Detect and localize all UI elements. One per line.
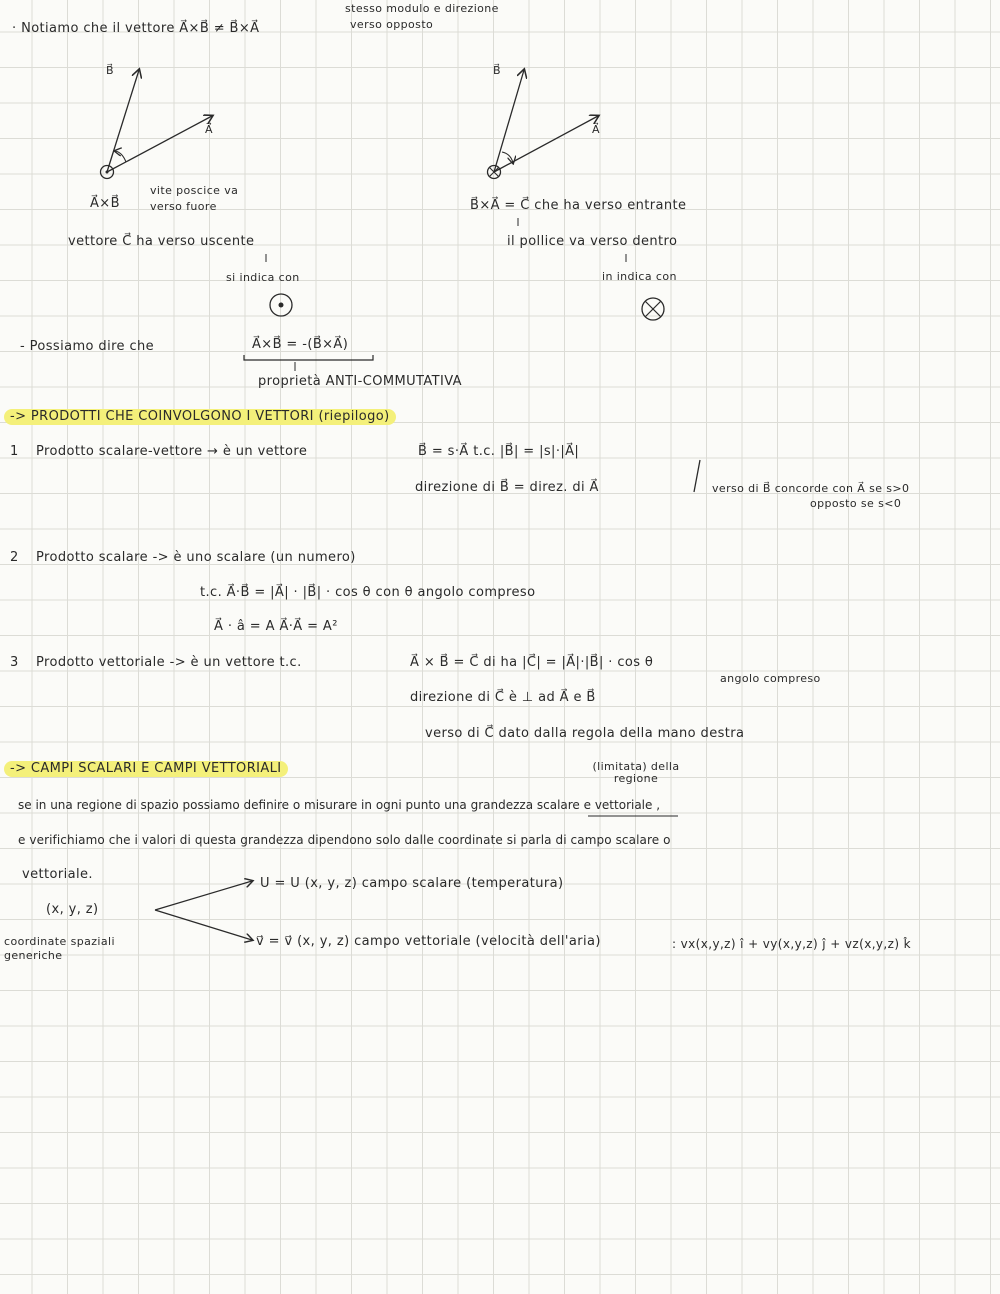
left-vector-a: [107, 116, 212, 172]
right-angle-arc: [502, 152, 513, 163]
right-label-a: A⃗: [592, 123, 600, 136]
item2-number: 2: [10, 550, 19, 565]
vector-field-components: : vx(x,y,z) î + vy(x,y,z) ĵ + vz(x,y,z) k̂: [672, 937, 911, 951]
field-branch-arrows: [155, 881, 252, 940]
intro-note-opposite: verso opposto: [350, 18, 434, 31]
item2-text: Prodotto scalare -> è uno scalare (un numero): [36, 550, 356, 565]
item1-direction: direzione di B⃗ = direz. di A⃗: [415, 480, 599, 495]
right-indicate: in indica con: [602, 270, 677, 283]
item3-text: Prodotto vettoriale -> è un vettore t.c.: [36, 655, 302, 670]
outgoing-symbol-icon: [270, 294, 292, 316]
left-indicate: si indica con: [226, 271, 300, 284]
item1-verse: verso di B⃗ concorde con A⃗ se s>0: [712, 482, 910, 495]
left-angle-arc: [115, 151, 126, 162]
left-label-axb: A⃗×B⃗: [90, 196, 120, 211]
section-fields-title: -> CAMPI SCALARI E CAMPI VETTORIALI: [4, 761, 288, 777]
item3-verse: verso di C⃗ dato dalla regola della mano destra: [425, 726, 745, 741]
right-vector-b: [494, 70, 524, 172]
item1-text: Prodotto scalare-vettore → è un vettore: [36, 444, 308, 459]
right-vector-diagram: [488, 70, 599, 179]
item2-formula: t.c. A⃗·B⃗ = |A⃗| · |B⃗| · cos θ con θ angolo compreso: [200, 585, 536, 600]
item3-number: 3: [10, 655, 19, 670]
item3-angle-note: angolo compreso: [720, 672, 821, 685]
right-vector-a: [494, 116, 598, 172]
fields-line1: se in una regione di spazio possiamo definire o misurare in ogni punto una grandezza scalare e vettoriale ,: [18, 798, 661, 812]
fields-region-note: (limitata) della regione: [592, 760, 680, 785]
item1-number: 1: [10, 444, 19, 459]
anticommutative-formula: A⃗×B⃗ = -(B⃗×A⃗): [252, 337, 349, 352]
anticommutative-lead: - Possiamo dire che: [20, 339, 155, 354]
anticommutative-property: proprietà ANTI-COMMUTATIVA: [258, 374, 462, 389]
fields-line3: vettoriale.: [22, 867, 93, 882]
fields-coords-label: coordinate spaziali generiche: [4, 935, 115, 962]
item1-formula: B⃗ = s·A⃗ t.c. |B⃗| = |s|·|A⃗|: [418, 444, 580, 459]
intro-note-same: stesso modulo e direzione: [345, 2, 499, 15]
incoming-symbol-icon: [642, 298, 664, 320]
scalar-field: U = U (x, y, z) campo scalare (temperatura): [260, 876, 564, 891]
item1-opposite: opposto se s<0: [810, 497, 902, 510]
left-result: vettore C⃗ ha verso uscente: [68, 234, 255, 249]
left-label-a: A⃗: [205, 123, 213, 136]
item3-direction: direzione di C⃗ è ⊥ ad A⃗ e B⃗: [410, 690, 596, 705]
formula-bracket: [244, 355, 373, 360]
fields-line2: e verifichiamo che i valori di questa grandezza dipendono solo dalle coordinate si parla di campo scalare o: [18, 833, 671, 847]
intro-line: · Notiamo che il vettore A⃗×B⃗ ≠ B⃗×A⃗: [12, 21, 260, 36]
vector-field: v⃗ = v⃗ (x, y, z) campo vettoriale (velocità dell'aria): [256, 934, 601, 949]
item2-special: A⃗ · â = A A⃗·A⃗ = A²: [214, 619, 338, 634]
left-note-screw: vite poscice va verso fuore: [150, 184, 239, 213]
right-screw: il pollice va verso dentro: [507, 234, 678, 249]
left-label-b: B⃗: [106, 64, 114, 77]
right-result: B⃗×A⃗ = C⃗ che ha verso entrante: [470, 198, 687, 213]
left-vector-diagram: [101, 70, 213, 179]
section-products-title: -> PRODOTTI CHE COINVOLGONO I VETTORI (riepilogo): [4, 409, 396, 425]
fields-coords: (x, y, z): [46, 902, 99, 917]
right-label-b: B⃗: [493, 64, 501, 77]
item3-formula: A⃗ × B⃗ = C⃗ di ha |C⃗| = |A⃗|·|B⃗| · cos θ: [410, 655, 654, 670]
